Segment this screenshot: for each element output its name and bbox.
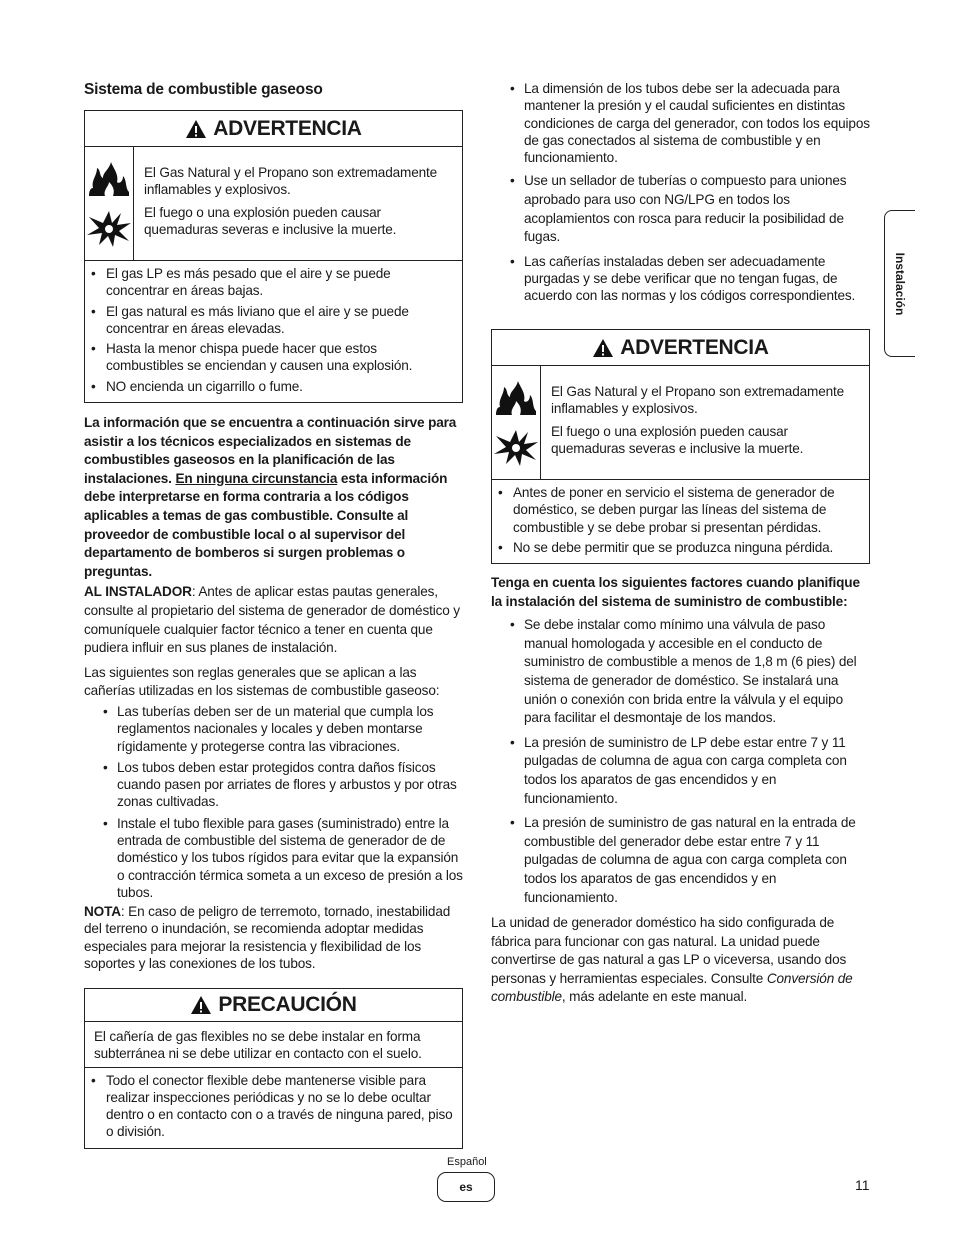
list-item: • Hasta la menor chispa puede hacer que estos combustibles se enciendan y causen una explosión.: [85, 340, 456, 375]
explosion-icon: [85, 207, 133, 249]
warning-header: [492, 330, 869, 366]
list-item: • Las cañerías instaladas deben ser adecuadamente purgadas y se debe verificar que no tengan fugas, de acuerdo con las normas y los códigos correspondientes.: [491, 253, 870, 305]
nota-paragraph: NOTA: En caso de peligro de terremoto, tornado, inestabilidad del terreno o inundación, se recomienda adoptar medidas especiales para mejorar la resistencia y flexibilidad de los soportes y las conexiones de los tubos.: [84, 904, 451, 972]
list-item: • NO encienda un cigarrillo o fume.: [85, 378, 456, 395]
list-item: • Instale el tubo flexible para gases (suministrado) entre la entrada de combustible del sistema de generador de de doméstico y los tubos rígidos para evitar que la expansión o contracción térmica someta a un exceso de presión a los tubos.: [84, 815, 464, 901]
warning-box-1: [84, 110, 463, 403]
fire-icon: [85, 158, 133, 200]
hazard-text-2: El fuego o una explosión pueden causar quemaduras severas e inclusive la muerte.: [551, 423, 804, 456]
caution-text: El cañería de gas flexibles no se debe instalar en forma subterránea ni se debe utilizar en contacto con el suelo.: [94, 1029, 422, 1062]
factors-heading: Tenga en cuenta los siguientes factores cuando planifique la instalación del sistema de suministro de combustible:: [491, 575, 860, 609]
section-tab-label: Instalación: [893, 252, 907, 315]
caution-header: [85, 989, 462, 1022]
warning-triangle-icon: [185, 119, 207, 139]
warning-label: ADVERTENCIA: [620, 335, 769, 359]
hazard-icons: [492, 366, 541, 479]
list-item: • El gas natural es más liviano que el aire y se puede concentrar en áreas elevadas.: [85, 303, 456, 338]
section-tab: [884, 210, 915, 357]
section-title: Sistema de combustible gaseoso: [84, 81, 323, 98]
technician-note: La información que se encuentra a continuación sirve para asistir a los técnicos especializados en sistemas de combustibles gaseosos en la planificación de las instalaciones. En ninguna circunstancia esta información debe interpretarse en forma contraria a los códigos aplicables a temas de gas combustible. Consulte al proveedor de combustible local o al supervisor del departamento de bomberos si surgen problemas o preguntas.: [84, 415, 457, 579]
list-item: • Todo el conector flexible debe mantenerse visible para realizar inspecciones periódicas y no se lo debe ocultar dentro o en contacto con o a través de ninguna pared, piso o división.: [85, 1072, 456, 1141]
list-item: • Antes de poner en servicio el sistema de generador de doméstico, se deben purgar las líneas del sistema de combustible y se debe probar si presentan pérdidas.: [492, 484, 863, 536]
warning-box-2: [491, 329, 870, 564]
fire-icon: [492, 377, 540, 419]
hazard-text-1: El Gas Natural y el Propano son extremadamente inflamables y explosivos.: [144, 165, 438, 198]
list-item: • Las tuberías deben ser de un material que cumpla los reglamentos nacionales y locales y deben montarse rígidamente y protegerse contra las vibraciones.: [84, 703, 464, 755]
list-item: • Se debe instalar como mínimo una válvula de paso manual homologada y accesible en el conducto de suministro de combustible a menos de 1,8 m (6 pies) del sistema de generador de doméstico. Se instalará una unión o conexión con brida entre la válvula y el equipo para facilitar el desmontaje de los mandos.: [491, 616, 870, 728]
list-item: • Use un sellador de tuberías o compuesto para uniones aprobado para uso con NG/LPG en todos los acoplamientos con rosca para reducir la posibilidad de fugas.: [491, 172, 870, 246]
list-item: • No se debe permitir que se produzca ninguna pérdida.: [492, 539, 863, 556]
installer-note: AL INSTALADOR: Antes de aplicar estas pautas generales, consulte al propietario del sistema de generador de doméstico y comuníquele cualquier factor técnico a tener en cuenta que pudiera influir en sus planes de instalación.: [84, 584, 460, 656]
rules-intro: Las siguientes son reglas generales que se aplican a las cañerías utilizadas en los sistemas de combustible gaseoso:: [84, 664, 440, 699]
warning-triangle-icon: [190, 995, 212, 1015]
list-item: • La presión de suministro de LP debe estar entre 7 y 11 pulgadas de columna de agua con carga completa con todos los aparatos de gas encendidos y en funcionamiento.: [491, 734, 870, 808]
hazard-text-2: El fuego o una explosión pueden causar quemaduras severas e inclusive la muerte.: [144, 204, 397, 237]
list-item: • Los tubos deben estar protegidos contra daños físicos cuando pasen por arriates de flores y arbustos y por otras zonas cultivadas.: [84, 759, 464, 811]
language-code-badge: es: [437, 1172, 495, 1202]
list-item: • El gas LP es más pesado que el aire y se puede concentrar en áreas bajas.: [85, 265, 456, 300]
page-number: 11: [855, 1177, 870, 1193]
hazard-text-1: El Gas Natural y el Propano son extremadamente inflamables y explosivos.: [551, 384, 845, 417]
hazard-icons: [85, 147, 134, 260]
warning-triangle-icon: [592, 338, 614, 358]
caution-label: PRECAUCIÓN: [218, 993, 357, 1016]
conversion-paragraph: La unidad de generador doméstico ha sido configurada de fábrica para funcionar con gas natural. La unidad puede convertirse de gas natural a gas LP o viceversa, usando dos personas y herramientas especiales. Consulte Conversión de combustible, más adelante en este manual.: [491, 915, 853, 1005]
warning-header: [85, 111, 462, 147]
caution-box: [84, 988, 463, 1149]
list-item: • La presión de suministro de gas natural en la entrada de combustible del generador debe estar entre 7 y 11 pulgadas de columna de agua con carga completa con todos los aparatos de gas encendidos y en funcionamiento.: [491, 814, 870, 907]
explosion-icon: [492, 426, 540, 468]
warning-label: ADVERTENCIA: [213, 116, 362, 140]
footer-language: Español: [447, 1156, 487, 1168]
list-item: • La dimensión de los tubos debe ser la adecuada para mantener la presión y el caudal suficientes en distintas condiciones de carga del generador, con todos los equipos de gas conectados al sistema de combustible y en funcionamiento.: [491, 80, 870, 166]
